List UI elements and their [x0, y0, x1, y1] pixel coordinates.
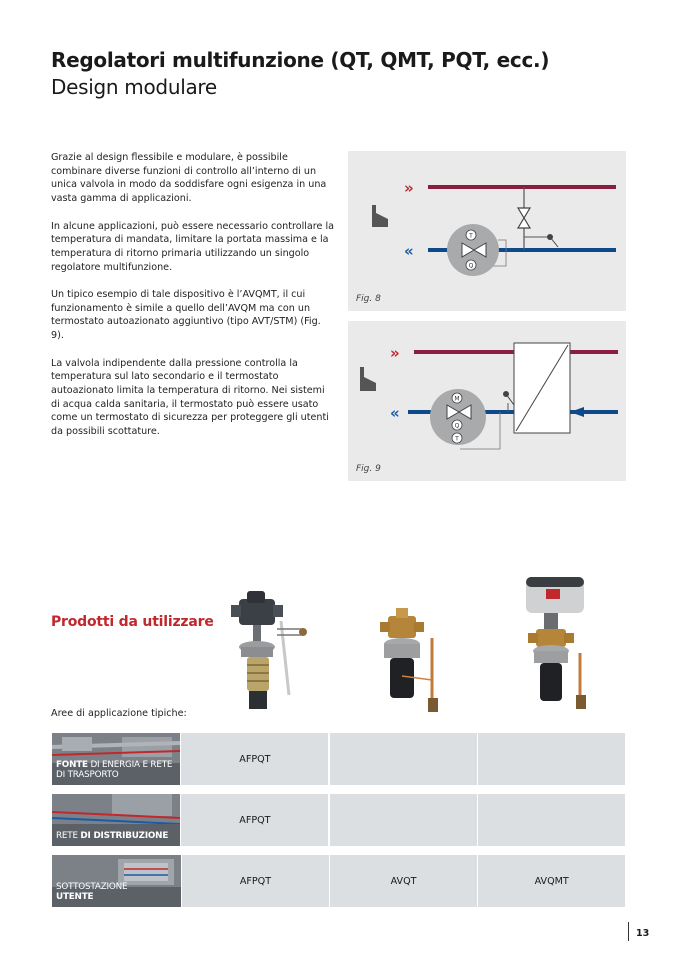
- paragraph: Un tipico esempio di tale dispositivo è l’AVQMT, il cui funzionamento è simile a quello dell’AVQM ma con un termostato autoazionato aggiuntivo (tipo AVT/STM) (Fig. 9).: [51, 289, 321, 342]
- row-label-distribution: [52, 794, 180, 846]
- valve-product-icon: [520, 575, 594, 713]
- product-image-avqt: [376, 608, 446, 722]
- table-cell: [181, 794, 328, 846]
- cell-text: AVQT: [390, 876, 417, 887]
- cell-text: AFPQT: [239, 815, 271, 826]
- row-label-text: [56, 831, 168, 841]
- factory-icon: [372, 205, 388, 227]
- cell-text: AFPQT: [239, 754, 271, 765]
- sensor-line: [506, 394, 514, 405]
- sensor-line: [550, 237, 558, 247]
- table-cell: [181, 733, 328, 785]
- paragraph: Grazie al design flessibile e modulare, è possibile combinare diverse funzioni di controllo all’interno di un unica valvola in modo da soddisfare ogni esigenza in una vasta gamma di applicazioni.: [51, 152, 327, 205]
- valve-label: Q: [468, 262, 474, 270]
- table-cell: [330, 855, 477, 907]
- return-arrow-icon: «: [404, 242, 414, 260]
- valve-symbol: [518, 208, 530, 218]
- valve-label: Q: [454, 422, 460, 430]
- body-text: [51, 151, 336, 452]
- table-cell: [478, 733, 625, 785]
- figure-caption: Fig. 8: [356, 294, 381, 304]
- label-bold: DI DISTRIBUZIONE: [80, 831, 169, 841]
- table-cell: [330, 794, 477, 846]
- page-subtitle: Design modulare: [51, 75, 217, 99]
- row-label-text: [56, 882, 127, 902]
- label-light: DI ENERGIA E RETE DI TRASPORTO: [56, 760, 173, 780]
- factory-icon: [360, 367, 376, 391]
- supply-arrow-icon: »: [404, 179, 414, 197]
- fig8-diagram: [348, 151, 626, 311]
- table-cell: [330, 733, 477, 785]
- page-title: Regolatori multifunzione (QT, QMT, PQT, ecc.): [51, 48, 550, 72]
- valve-label: T: [455, 435, 459, 443]
- valve-product-icon: [376, 608, 446, 718]
- valve-product-icon: [229, 585, 309, 717]
- label-bold: UTENTE: [56, 892, 94, 902]
- return-arrow-icon: «: [390, 404, 400, 422]
- table-cell: [478, 794, 625, 846]
- page-number: 13: [628, 922, 649, 941]
- paragraph: In alcune applicazioni, può essere necessario controllare la temperatura di mandata, limitare la portata massima e la temperatura di ritorno primaria utilizzando un singolo regolatore multifunzione.: [51, 220, 335, 273]
- areas-label: Aree di applicazione tipiche:: [51, 708, 187, 719]
- figure-9: [348, 321, 626, 481]
- row-label-substation: [52, 855, 181, 907]
- figure-8: [348, 151, 626, 311]
- row-label-energy-source: [52, 733, 180, 785]
- cell-text: AFPQT: [239, 876, 272, 887]
- table-cell: [478, 855, 625, 907]
- paragraph: La valvola indipendente dalla pressione controlla la temperatura sul lato secondario e il termostato autoazionato limita la temperatura di ritorno. Nei sistemi di acqua calda sanitaria, il termostato può essere usato come un termostato di sicurezza per proteggere gli utenti da possibili scottature.: [51, 357, 329, 438]
- label-light: SOTTOSTAZIONE: [56, 882, 128, 892]
- product-image-afpqt: [229, 585, 309, 721]
- supply-arrow-icon: »: [390, 344, 400, 362]
- row-label-text: [56, 760, 180, 780]
- valve-label: M: [454, 395, 460, 403]
- label-bold: FONTE: [56, 760, 88, 770]
- flow-arrow-icon: [570, 407, 584, 417]
- figure-caption: Fig. 9: [356, 464, 381, 474]
- valve-label: T: [469, 232, 473, 240]
- cell-text: AVQMT: [534, 876, 569, 887]
- label-light: RETE: [56, 831, 81, 841]
- products-heading: Prodotti da utilizzare: [51, 614, 214, 630]
- fig9-diagram: [348, 321, 626, 481]
- table-row: [52, 794, 625, 846]
- table-row: [52, 855, 625, 907]
- table-row: [52, 733, 625, 785]
- product-image-avqmt: [520, 575, 594, 717]
- table-cell: [182, 855, 329, 907]
- valve-symbol: [518, 218, 530, 228]
